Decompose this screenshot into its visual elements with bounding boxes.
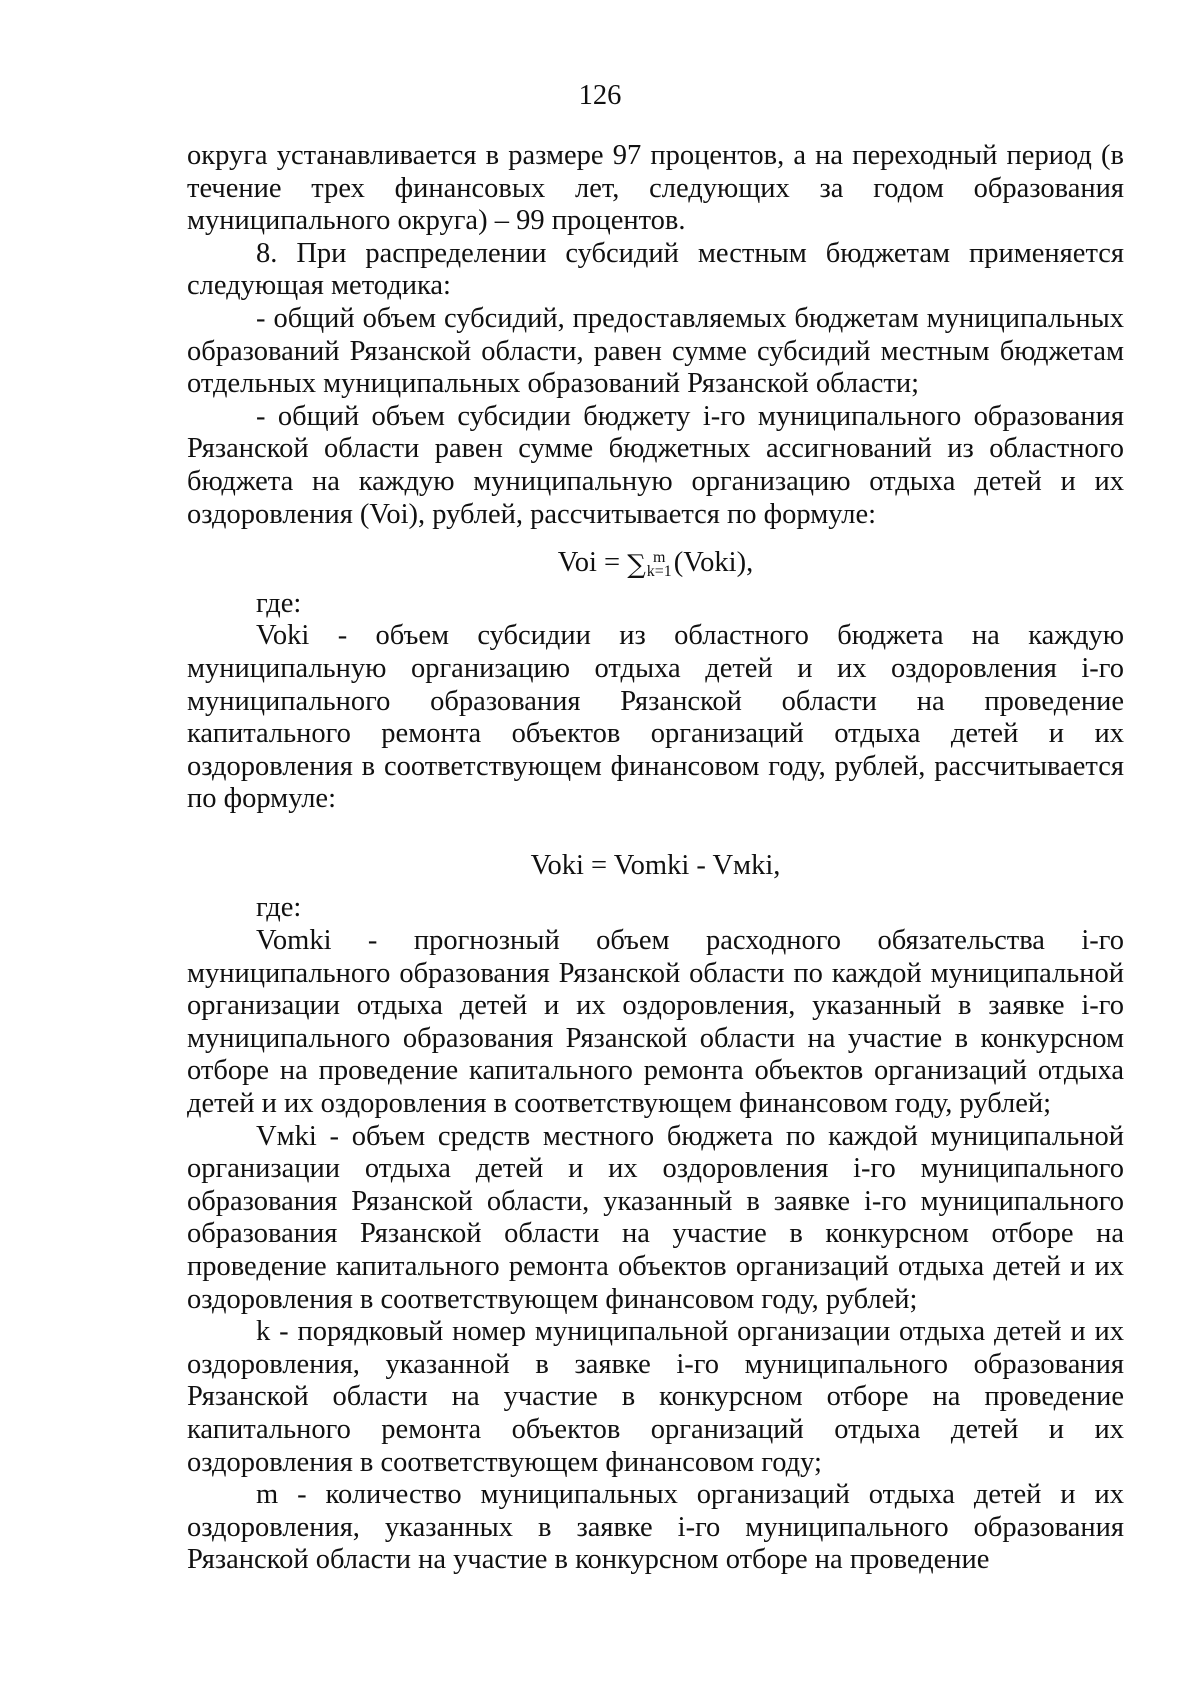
summation-upper-limit: m — [653, 548, 666, 566]
formula-voi-rhs: (Voki), — [673, 547, 754, 579]
paragraph-subsidy-voi: - общий объем субсидии бюджету i-го муниципального образования Рязанской области равен сумме бюджетных ассигнований из областного бюджета на каждую муниципальную организацию отдыха детей и их оздоровления (Voi), рублей, рассчитывается по формуле: — [187, 400, 1124, 530]
where-label: где: — [256, 892, 302, 924]
paragraph-voki-definition: Voki - объем субсидии из областного бюджета на каждую муниципальную организацию отдыха детей и их оздоровления i-го муниципального образования Рязанской области на проведение капитального ремонта объектов организаций отдыха детей и их оздоровления в соответствующем финансовом году, рублей, рассчитывается по формуле: — [187, 620, 1124, 815]
paragraph-item-8: 8. При распределении субсидий местным бюджетам применяется следующая методика: — [187, 237, 1124, 302]
page-number: 126 — [578, 80, 622, 111]
formula-voki: Voki = Vomki - Vмki, — [530, 849, 781, 881]
paragraph-continuation: округа устанавливается в размере 97 процентов, а на переходный период (в течение трех финансовых лет, следующих за годом образования муниципального округа) – 99 процентов. — [187, 140, 1124, 237]
summation-lower-limit: k=1 — [646, 562, 672, 580]
document-body — [187, 140, 1124, 1577]
sigma-symbol: ∑ — [627, 549, 646, 580]
paragraph-total-subsidy: - общий объем субсидий, предоставляемых бюджетам муниципальных образований Рязанской области, равен сумме субсидий местным бюджетам отдельных муниципальных образований Рязанской области; — [187, 302, 1124, 400]
paragraph-vomki-definition: Vomki - прогнозный объем расходного обязательства i-го муниципального образования Рязанской области по каждой муниципальной организации отдыха детей и их оздоровления, указанный в заявке i-го муниципального образования Рязанской области на участие в конкурсном отборе на проведение капитального ремонта объектов организаций отдыха детей и их оздоровления в соответствующем финансовом году, рублей; — [187, 925, 1124, 1120]
where-label: где: — [256, 587, 302, 619]
formula-voi-lhs: Voi = — [557, 547, 621, 579]
paragraph-vmki-definition: Vмki - объем средств местного бюджета по каждой муниципальной организации отдыха детей и их оздоровления i-го муниципального образования Рязанской области, указанный в заявке i-го муниципального образования Рязанской области на участие в конкурсном отборе на проведение капитального ремонта объектов организаций отдыха детей и их оздоровления в соответствующем финансовом году, рублей; — [187, 1120, 1124, 1315]
paragraph-m-definition: m - количество муниципальных организаций отдыха детей и их оздоровления, указанных в заявке i-го муниципального образования Рязанской области на участие в конкурсном отборе на проведение — [187, 1479, 1124, 1576]
paragraph-k-definition: k - порядковый номер муниципальной организации отдыха детей и их оздоровления, указанной в заявке i-го муниципального образования Рязанской области на участие в конкурсном отборе на проведение капитального ремонта объектов организаций отдыха детей и их оздоровления в соответствующем финансовом году; — [187, 1316, 1124, 1478]
summation-limits — [646, 548, 672, 580]
formula-voi — [187, 547, 1124, 580]
summation — [627, 548, 674, 580]
